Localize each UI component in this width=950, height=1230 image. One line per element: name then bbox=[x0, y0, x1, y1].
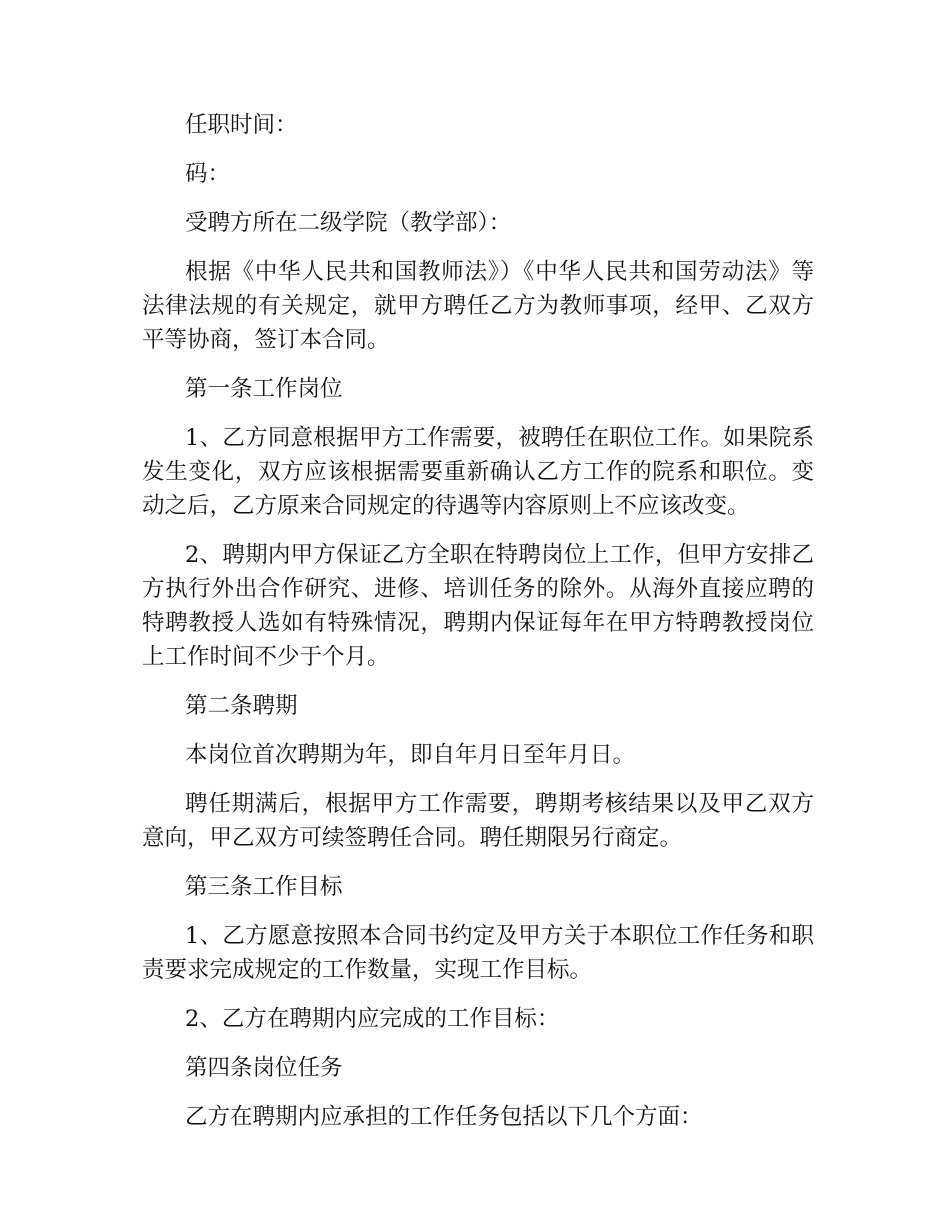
document-page bbox=[142, 108, 814, 1149]
article-3-clause-1: 1、乙方愿意按照本合同书约定及甲方关于本职位工作任务和职责要求完成规定的工作数量，实现工作目标。 bbox=[142, 923, 814, 983]
article-2-clause-2: 聘任期满后，根据甲方工作需要，聘期考核结果以及甲乙双方意向，甲乙双方可续签聘任合同。聘任期限另行商定。 bbox=[142, 791, 814, 851]
article-4-intro: 乙方在聘期内应承担的工作任务包括以下几个方面： bbox=[185, 1104, 703, 1130]
article-1-heading: 第一条工作岗位 bbox=[185, 376, 343, 402]
article-4-heading: 第四条岗位任务 bbox=[185, 1055, 343, 1081]
field-appointment-time: 任职时间： bbox=[185, 112, 298, 138]
article-1-clause-2: 2、聘期内甲方保证乙方全职在特聘岗位上工作，但甲方安排乙方执行外出合作研究、进修、培训任务的除外。从海外直接应聘的特聘教授人选如有特殊情况，聘期内保证每年在甲方特聘教授岗位上工作时间不少于个月。 bbox=[142, 542, 814, 670]
article-3-clause-2: 2、乙方在聘期内应完成的工作目标： bbox=[185, 1006, 560, 1032]
article-3-heading: 第三条工作目标 bbox=[185, 874, 343, 900]
article-1-clause-1: 1、乙方同意根据甲方工作需要，被聘任在职位工作。如果院系发生变化，双方应该根据需要重新确认乙方工作的院系和职位。变动之后，乙方原来合同规定的待遇等内容原则上不应该改变。 bbox=[142, 425, 814, 519]
preamble-paragraph: 根据《中华人民共和国教师法》）《中华人民共和国劳动法》等法律法规的有关规定，就甲方聘任乙方为教师事项，经甲、乙双方平等协商，签订本合同。 bbox=[142, 259, 814, 353]
article-2-heading: 第二条聘期 bbox=[185, 693, 298, 719]
field-department: 受聘方所在二级学院（教学部）： bbox=[185, 210, 512, 236]
field-code: 码： bbox=[185, 161, 231, 187]
article-2-clause-1: 本岗位首次聘期为年，即自年月日至年月日。 bbox=[185, 742, 636, 768]
